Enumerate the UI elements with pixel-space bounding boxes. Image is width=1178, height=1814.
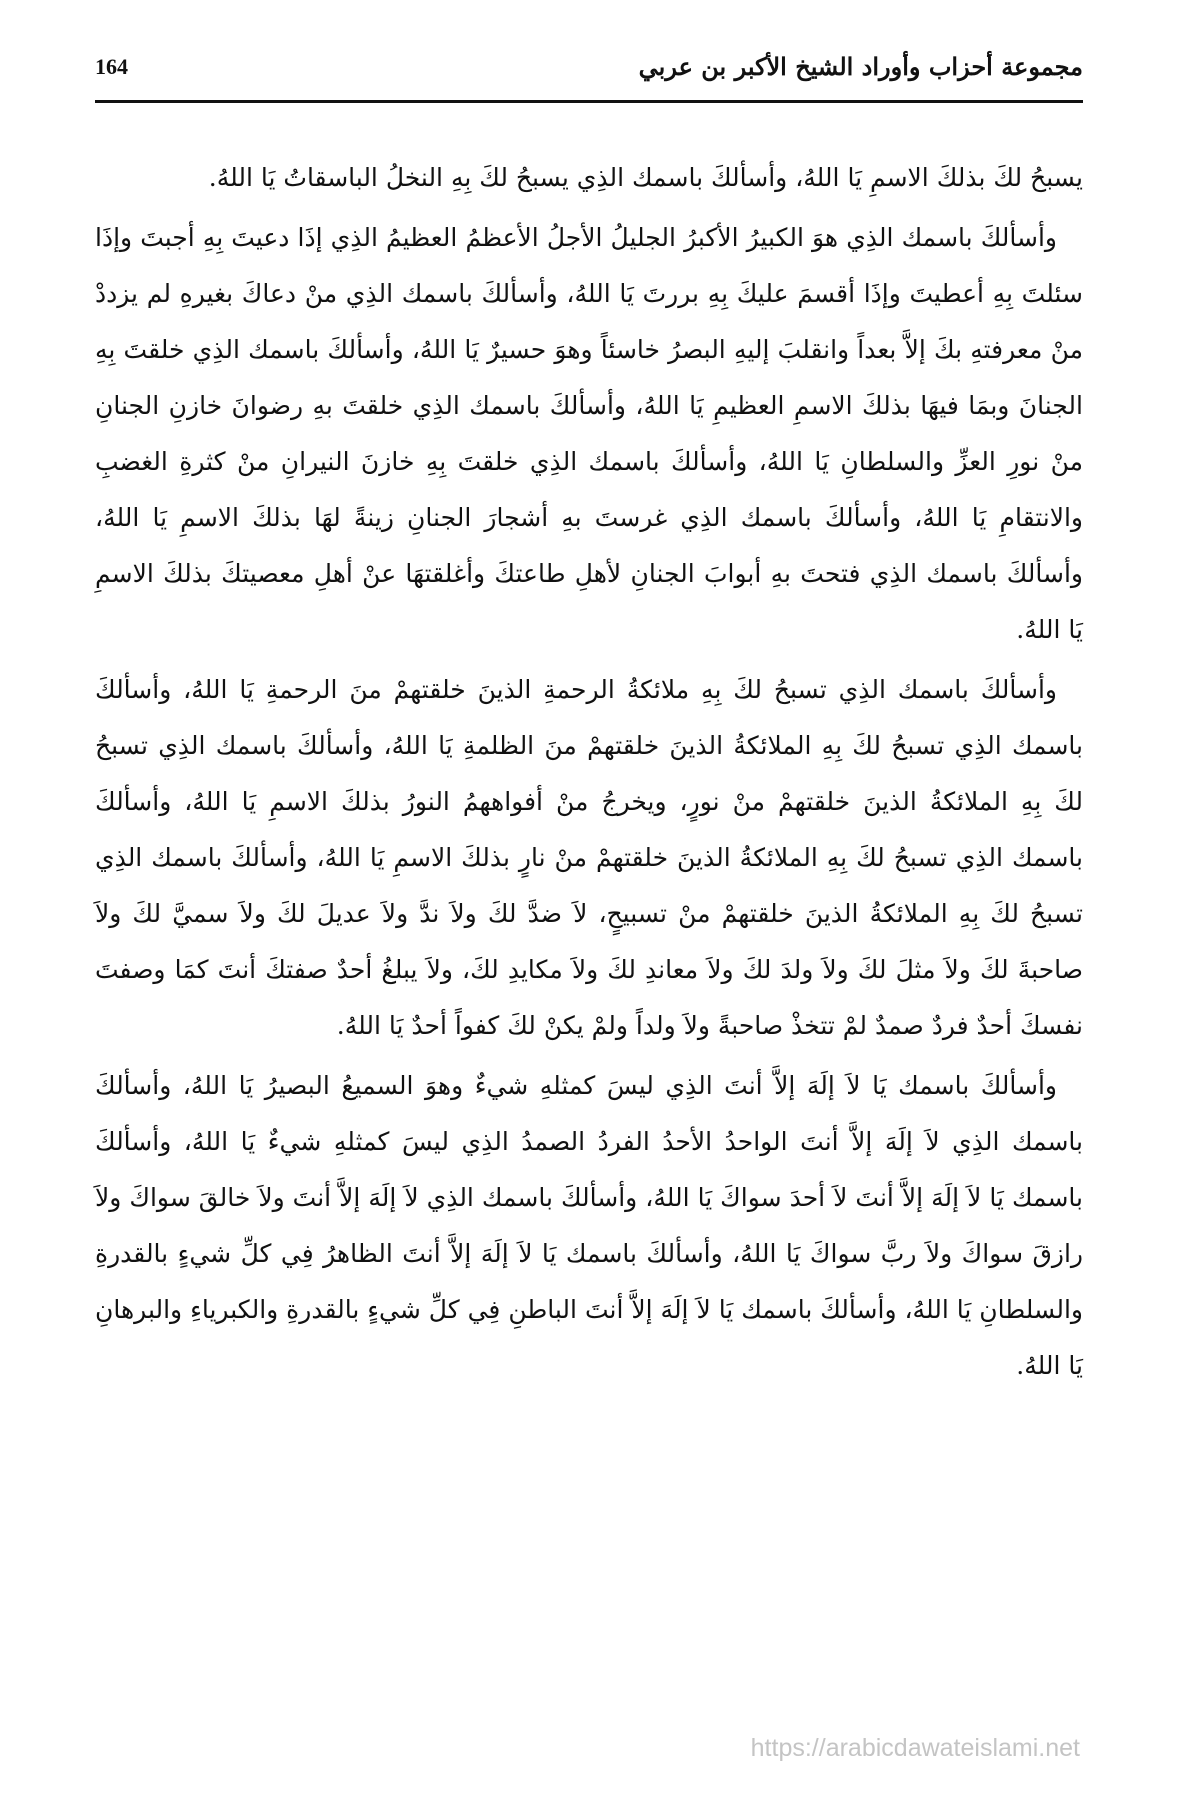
body-text <box>95 150 1083 1398</box>
paragraph-4: وأسألكَ باسمك يَا لاَ إلَهَ إلاَّ أنتَ الذِي ليسَ كمثلهِ شيءٌ وهوَ السميعُ البصيرُ يَا اللهُ، وأسألكَ باسمك الذِي لاَ إلَهَ إلاَّ أنتَ الواحدُ الأحدُ الفردُ الصمدُ الذِي ليسَ كمثلهِ شيءٌ يَا اللهُ، وأسألكَ باسمك يَا لاَ إلَهَ إلاَّ أنتَ لاَ أحدَ سواكَ يَا اللهُ، وأسألكَ باسمك الذِي لاَ إلَهَ إلاَّ أنتَ ولاَ خالقَ سواكَ ولاَ رازقَ سواكَ ولاَ ربَّ سواكَ يَا اللهُ، وأسألكَ باسمك يَا لاَ إلَهَ إلاَّ أنتَ الظاهرُ فِي كلِّ شيءٍ بالقدرةِ والسلطانِ يَا اللهُ، وأسألكَ باسمك يَا لاَ إلَهَ إلاَّ أنتَ الباطنِ فِي كلِّ شيءٍ بالقدرةِ والكبرياءِ والبرهانِ يَا اللهُ. <box>95 1071 1083 1380</box>
paragraph-3: وأسألكَ باسمك الذِي تسبحُ لكَ بِهِ ملائكةُ الرحمةِ الذينَ خلقتهمْ منَ الرحمةِ يَا اللهُ، وأسألكَ باسمك الذِي تسبحُ لكَ بِهِ الملائكةُ الذينَ خلقتهمْ منَ الظلمةِ يَا اللهُ، وأسألكَ باسمك الذِي تسبحُ لكَ بِهِ الملائكةُ الذينَ خلقتهمْ منْ نورٍ، ويخرجُ منْ أفواههمُ النورُ بذلكَ الاسمِ يَا اللهُ، وأسألكَ باسمك الذِي تسبحُ لكَ بِهِ الملائكةُ الذينَ خلقتهمْ منْ نارٍ بذلكَ الاسمِ يَا اللهُ، وأسألكَ باسمك الذِي تسبحُ لكَ بِهِ الملائكةُ الذينَ خلقتهمْ منْ تسبيحٍ، لاَ ضدَّ لكَ ولاَ ندَّ ولاَ عديلَ لكَ ولاَ سميَّ لكَ ولاَ صاحبةَ لكَ ولاَ مثلَ لكَ ولاَ ولدَ لكَ ولاَ معاندِ لكَ ولاَ مكايدِ لكَ، ولاَ يبلغُ أحدٌ صفتكَ أنتَ كمَا وصفتَ نفسكَ أحدٌ فردٌ صمدٌ لمْ تتخذْ صاحبةً ولاَ ولداً ولمْ يكنْ لكَ كفواً أحدٌ يَا اللهُ. <box>95 675 1083 1040</box>
page-number: 164 <box>95 54 128 79</box>
paragraph-1: يسبحُ لكَ بذلكَ الاسمِ يَا اللهُ، وأسألكَ باسمك الذِي يسبحُ لكَ بِهِ النخلُ الباسقاتُ يَا اللهُ. <box>208 163 1083 192</box>
book-title: مجموعة أحزاب وأوراد الشيخ الأكبر بن عربي <box>638 52 1083 81</box>
paragraph-2: وأسألكَ باسمك الذِي هوَ الكبيرُ الأكبرُ الجليلُ الأجلُ الأعظمُ العظيمُ الذِي إذَا دعيتَ بِهِ أجبتَ وإذَا سئلتَ بِهِ أعطيتَ وإذَا أقسمَ عليكَ بِهِ بررتَ يَا اللهُ، وأسألكَ باسمك الذِي منْ دعاكَ بغيرهِ لم يزددْ منْ معرفتهِ بكَ إلاَّ بعداً وانقلبَ إليهِ البصرُ خاسئاً وهوَ حسيرٌ يَا اللهُ، وأسألكَ باسمك الذِي خلقتَ بِهِ الجنانَ وبمَا فيهَا بذلكَ الاسمِ العظيمِ يَا اللهُ، وأسألكَ باسمك الذِي خلقتَ بهِ رضوانَ خازنِ الجنانِ منْ نورِ العزِّ والسلطانِ يَا اللهُ، وأسألكَ باسمك الذِي خلقتَ بِهِ خازنَ النيرانِ منْ كثرةِ الغضبِ والانتقامِ يَا اللهُ، وأسألكَ باسمك الذِي غرستَ بهِ أشجارَ الجنانِ زينةً لهَا بذلكَ الاسمِ يَا اللهُ، وأسألكَ باسمك الذِي فتحتَ بهِ أبوابَ الجنانِ لأهلِ طاعتكَ وأغلقتهَا عنْ أهلِ معصيتكَ بذلكَ الاسمِ يَا اللهُ. <box>95 223 1084 644</box>
source-watermark: https://arabicdawateislami.net <box>750 1734 1080 1762</box>
header-divider <box>95 100 1083 103</box>
running-header <box>95 42 1083 100</box>
